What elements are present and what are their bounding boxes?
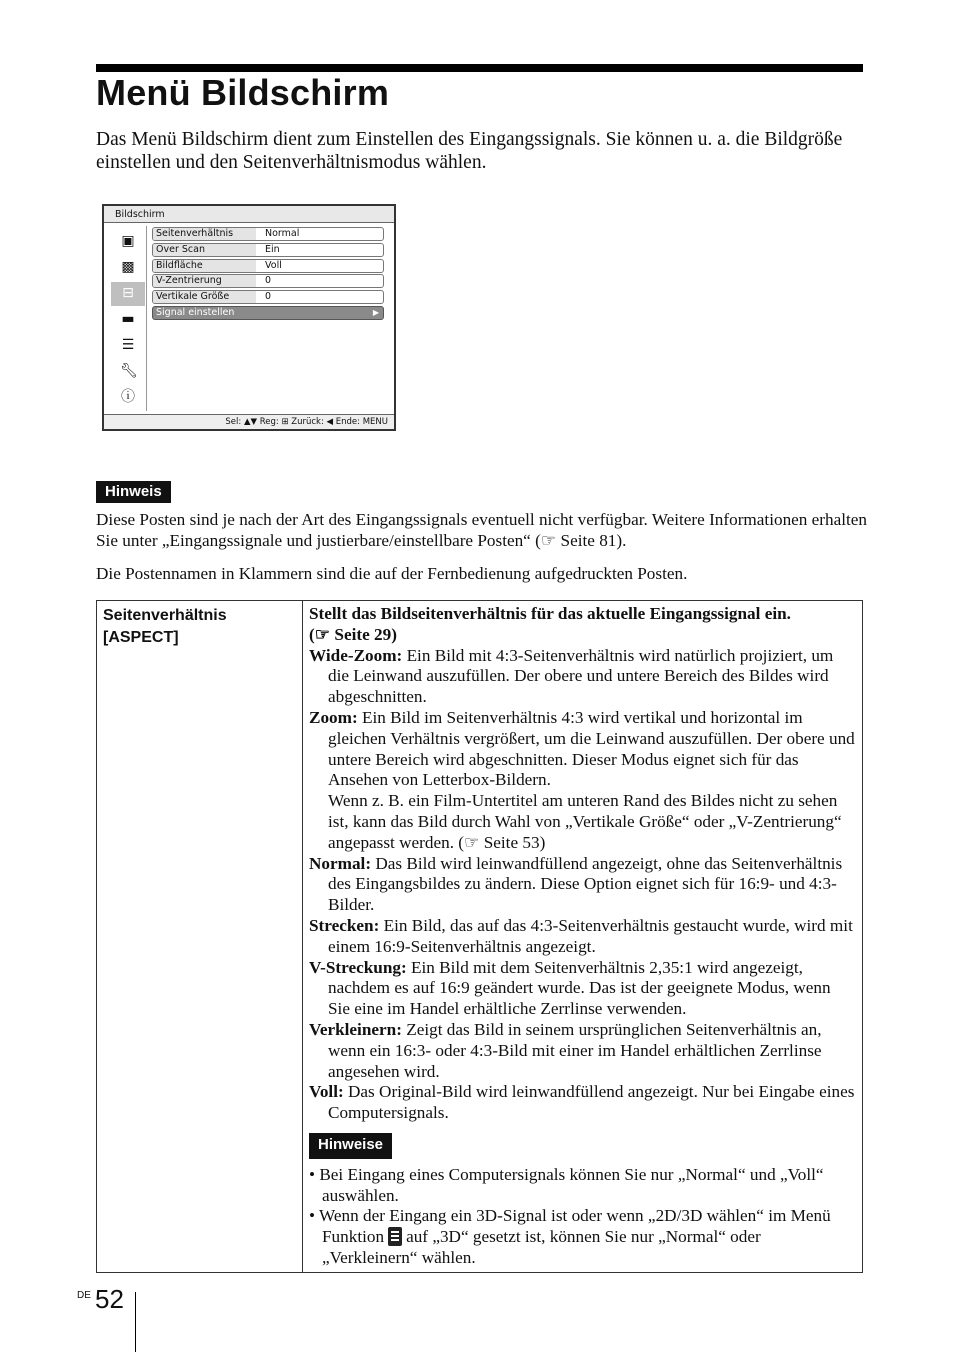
option-v-streckung: V-Streckung: Ein Bild mit dem Seitenverhältnis 2,35:1 wird angezeigt, nachdem es auf 16:9 geändert wurde. Das ist der geeignete Modus, wenn Sie eine im Handel erhältliche Zerrlinse verwenden. [309,957,831,1019]
option-verkleinern: Verkleinern: Zeigt das Bild in seinem ursprünglichen Seitenverhältnis an, wenn ein 16:3- oder 4:3-Bild mit einer im Handel erhältlichen Zerrlinse angesehen wird. [309,1019,822,1081]
option-wide-zoom: Wide-Zoom: Ein Bild mit 4:3-Seitenverhältnis wird natürlich projiziert, um die Leinwand auszufüllen. Der obere und untere Bereich des Bildes wird abgeschnitten. [309,645,834,707]
page-divider [135,1292,136,1352]
hinweis-text: Diese Posten sind je nach der Art des Eingangssignals eventuell nicht verfügbar. Weitere Informationen erhalten Sie unter „Eingangssignale und justierbare/einstellbare Posten“ (☞ Seite 81). [96,510,868,550]
menu-row: Vertikale Größe 0 [152,290,384,304]
settings-table [96,600,863,1273]
menu-row-selected: Signal einstellen ▶ [152,306,384,320]
installation-icon: 🔧︎ [120,363,138,379]
language-label: DE [77,1290,91,1301]
menu-row: V-Zentrierung 0 [152,274,384,288]
hinweis-badge: Hinweis [96,481,171,503]
option-zoom-extra: Wenn z. B. ein Film-Untertitel am unteren Rand des Bildes nicht zu sehen ist, kann das Bild durch Wahl von „Vertikale Größe“ oder „V-Zentrierung“ angepasst werden. (☞ Seite 53) [328,791,842,852]
option-zoom: Zoom: Ein Bild im Seitenverhältnis 4:3 wird vertikal und horizontal im gleichen Verhältnis vergrößert, um die Leinwand auszufüllen. Der obere und untere Bereich wird abgeschnitten. Dieser Modus eignet sich für das Ansehen von Letterbox-Bildern. [309,707,855,790]
menu-sidebar [108,226,147,411]
menu-row: Bildfläche Voll [152,259,384,273]
picture-icon: ▣ [121,233,135,249]
heading-ref: (☞ Seite 29) [309,624,397,644]
screen-icon: ⊟ [111,282,145,306]
item-key: [ASPECT] [103,629,179,646]
information-icon: ⓘ [121,389,135,405]
item-cell [97,601,303,1273]
submenu-arrow-icon: ▶ [372,307,379,317]
description-cell [303,601,863,1273]
menu-rows [152,227,384,322]
item-name: Seitenverhältnis [103,607,227,624]
option-voll: Voll: Das Original-Bild wird leinwandfüllend angezeigt. Nur bei Eingabe eines Computersignals. [309,1082,855,1123]
hinweise-badge: Hinweise [309,1133,856,1159]
page-number: 52 [95,1284,124,1314]
menu-title-bar [104,206,394,223]
function-icon: ☰ [121,337,135,353]
menu-screenshot [102,204,396,431]
menu-row: Over Scan Ein [152,243,384,257]
page-title: Menü Bildschirm [96,72,390,113]
option-normal: Normal: Das Bild wird leinwandfüllend angezeigt, ohne das Seitenverhältnis des Eingangsbildes zu ändern. Diese Option eignet sich für 16:9- und 4:3-Bilder. [309,853,843,915]
setup-icon: ▬ [121,311,135,327]
function-menu-icon [388,1227,402,1246]
intro-text: Das Menü Bildschirm dient zum Einstellen des Eingangssignals. Sie können u. a. die Bildgröße einstellen und den Seitenverhältnismodus wählen. [96,129,843,173]
note-item: • Wenn der Eingang ein 3D-Signal ist oder wenn „2D/3D wählen“ im Menü Funktion auf „3D“ gesetzt ist, können Sie nur „Normal“ oder „Verkleinern“ wählen. [309,1206,831,1267]
option-strecken: Strecken: Ein Bild, das auf das 4:3-Seitenverhältnis gestaucht wurde, wird mit einem 16:9-Seitenverhältnis angezeigt. [309,915,853,956]
advanced-picture-icon: ▩ [121,259,135,275]
menu-row: Seitenverhältnis Normal [152,227,384,241]
description-heading: Stellt das Bildseitenverhältnis für das aktuelle Eingangssignal ein. [309,604,791,623]
note-item: • Bei Eingang eines Computersignals können Sie nur „Normal“ und „Voll“ auswählen. [309,1164,824,1205]
menu-footer: Sel: ▲▼ Reg: ⊞ Zurück: ◀ Ende: MENU [104,414,394,429]
menu-title: Bildschirm [115,209,165,220]
title-rule [96,64,863,72]
hinweis-text-2: Die Postennamen in Klammern sind die auf der Fernbedienung aufgedruckten Posten. [96,564,688,583]
